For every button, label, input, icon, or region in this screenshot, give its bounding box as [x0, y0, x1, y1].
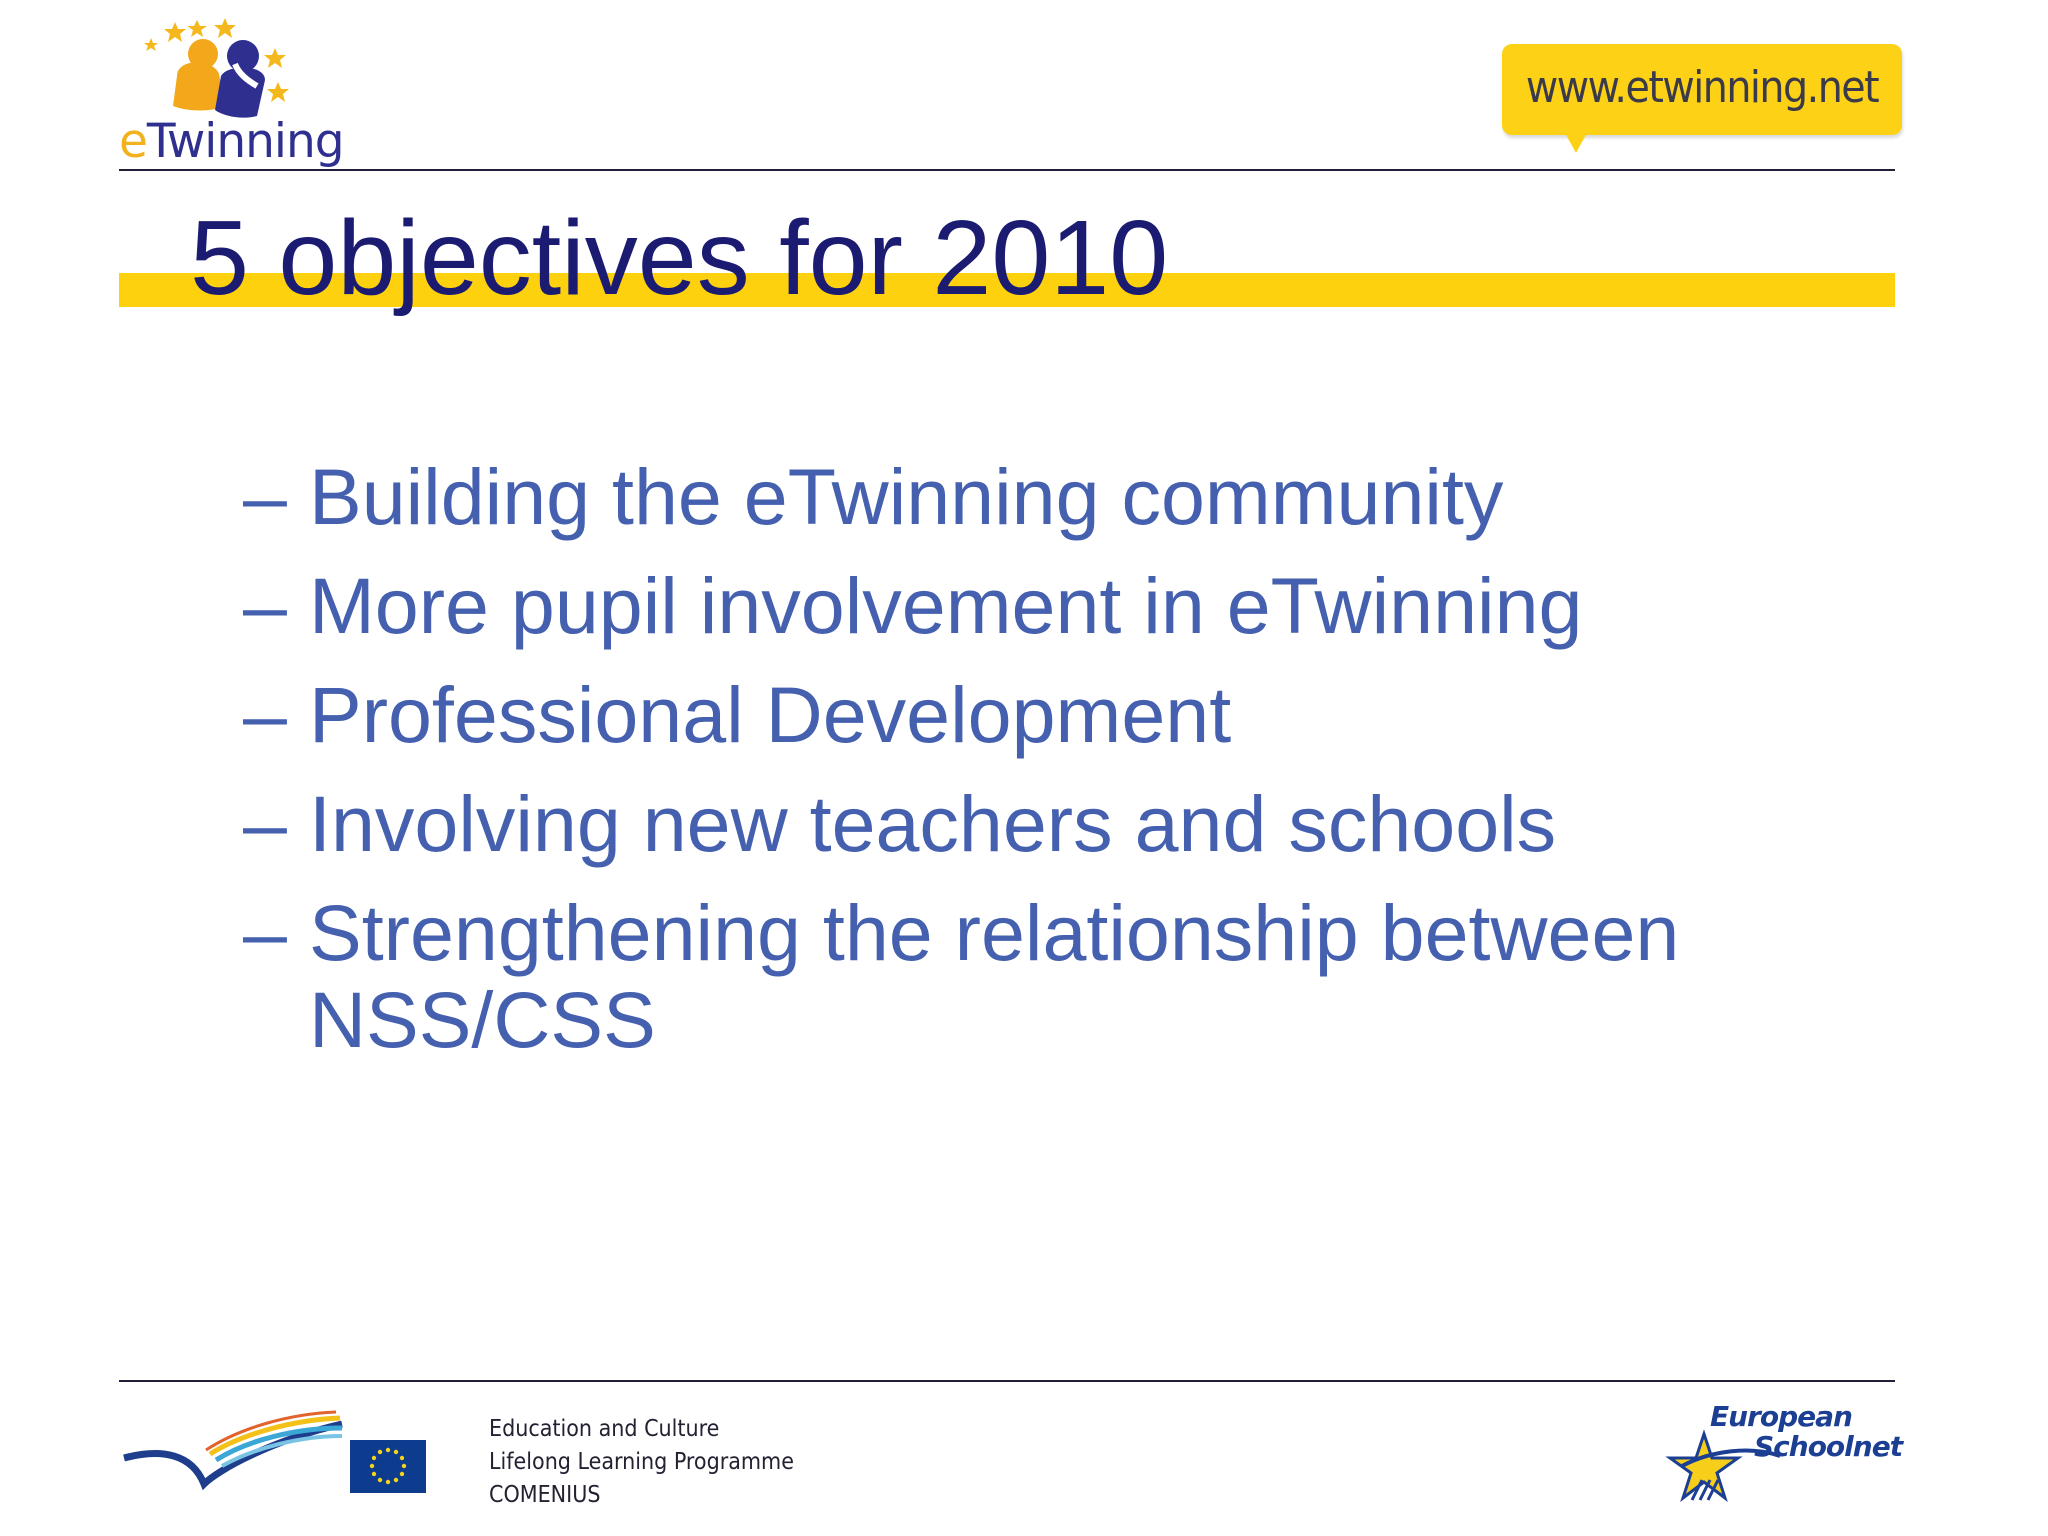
bullet-dash: –: [243, 561, 287, 650]
objective-text: Strengthening the relationship between NSS/CSS: [309, 888, 1680, 1064]
objective-item: [243, 562, 1793, 649]
objective-text: Professional Development: [309, 670, 1232, 759]
objective-item: [243, 889, 1793, 1063]
header-divider: [119, 169, 1895, 171]
etwinning-logo: [115, 14, 355, 174]
etwinning-wordmark: [119, 114, 344, 169]
bullet-dash: –: [243, 670, 287, 759]
bullet-dash: –: [243, 779, 287, 868]
bullet-dash: –: [243, 888, 287, 977]
eu-stars-icon: [350, 1440, 426, 1493]
schoolnet-line-1: European: [1710, 1400, 1852, 1433]
schoolnet-line-2: Schoolnet: [1754, 1430, 1903, 1463]
programme-text: [489, 1413, 794, 1512]
url-text[interactable]: www.etwinning.net: [1525, 62, 1879, 113]
schoolnet-star-icon: [1662, 1426, 1782, 1508]
llp-swoosh-icon: [122, 1410, 344, 1494]
eu-flag: [350, 1440, 426, 1493]
programme-line-2: Lifelong Learning Programme: [489, 1449, 794, 1475]
slide-title: 5 objectives for 2010: [190, 199, 1169, 317]
programme-line-1: Education and Culture: [489, 1416, 720, 1442]
wordmark-rest: Twinning: [146, 114, 344, 169]
wordmark-e: e: [119, 114, 147, 169]
european-schoolnet-logo: [1660, 1398, 1903, 1508]
objective-text: More pupil involvement in eTwinning: [309, 561, 1583, 650]
objectives-list: [243, 453, 1793, 1085]
bullet-dash: –: [243, 452, 287, 541]
programme-line-3: COMENIUS: [489, 1482, 601, 1508]
objective-text: Involving new teachers and schools: [309, 779, 1557, 868]
objective-item: [243, 671, 1793, 758]
objective-text: Building the eTwinning community: [309, 452, 1504, 541]
objective-item: [243, 453, 1793, 540]
etwinning-figures-icon: [115, 14, 355, 124]
url-badge-tail: [1565, 133, 1587, 153]
url-badge[interactable]: [1502, 44, 1902, 135]
objective-item: [243, 780, 1793, 867]
footer-divider: [119, 1380, 1895, 1382]
